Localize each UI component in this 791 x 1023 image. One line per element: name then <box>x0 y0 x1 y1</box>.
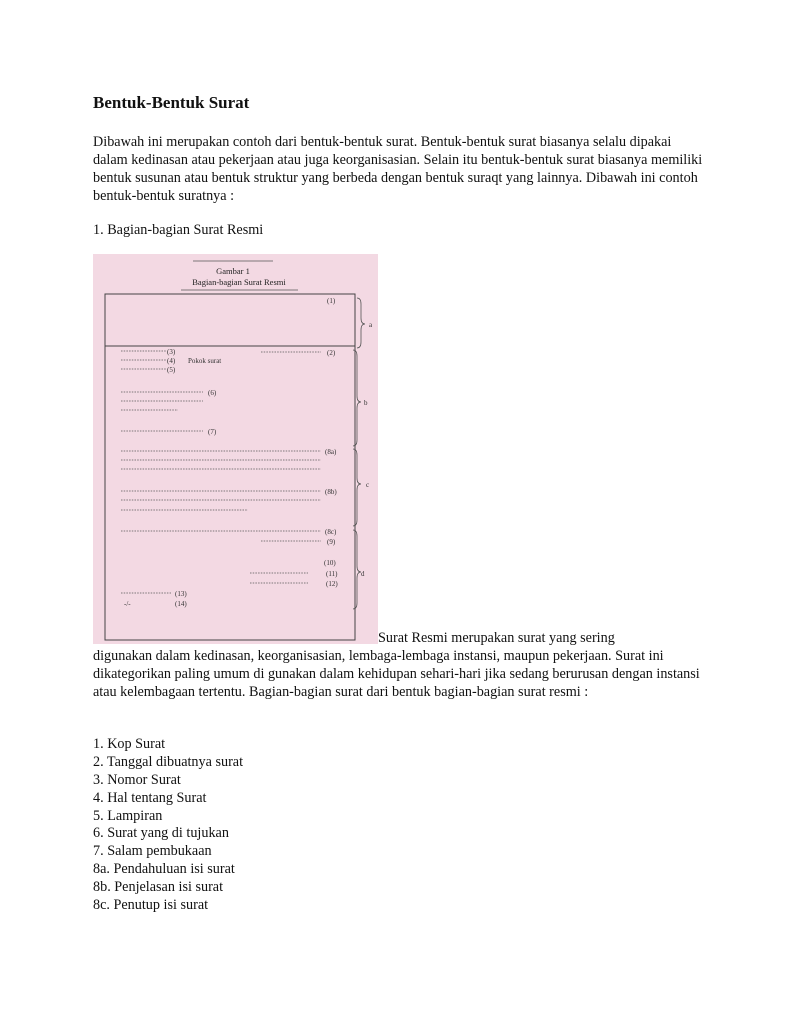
bracket-c: c <box>366 481 370 489</box>
list-item: 8a. Pendahuluan isi surat <box>93 861 235 878</box>
label-5: (5) <box>167 366 176 374</box>
label-3: (3) <box>167 348 176 356</box>
bracket-a: a <box>369 321 373 329</box>
figure-caption-subtitle: Bagian-bagian Surat Resmi <box>192 277 286 287</box>
section-heading: 1. Bagian-bagian Surat Resmi <box>93 222 264 238</box>
label-4: (4) <box>167 357 176 365</box>
list-item: 4. Hal tentang Surat <box>93 789 207 806</box>
list-item: 7. Salam pembukaan <box>93 843 212 860</box>
label-8a: (8a) <box>325 448 337 456</box>
label-14: (14) <box>175 600 187 608</box>
bracket-b: b <box>364 399 368 407</box>
figure-caption-title: Gambar 1 <box>216 266 250 276</box>
bracket-d: d <box>361 570 365 578</box>
label-6: (6) <box>208 389 217 397</box>
list-item: 3. Nomor Surat <box>93 771 181 788</box>
label-11: (11) <box>326 570 338 578</box>
parts-list <box>93 736 243 915</box>
letter-structure-figure <box>93 254 378 644</box>
letter-structure-diagram <box>93 254 378 644</box>
label-13: (13) <box>175 590 187 598</box>
signature-mark: -/- <box>124 600 131 608</box>
list-item: 6. Surat yang di tujukan <box>93 825 229 842</box>
label-12: (12) <box>326 580 338 588</box>
page-title: Bentuk-Bentuk Surat <box>93 93 250 112</box>
label-10: (10) <box>324 559 336 567</box>
intro-paragraph: Dibawah ini merupakan contoh dari bentuk-bentuk surat. Bentuk-bentuk surat biasanya selalu dipakai dalam kedinasan atau pekerjaan atau juga keorganisasian. Selain itu bentuk-bentuk surat biasanya memiliki bentuk susunan atau bentuk struktur yang berbeda dengan bentuk suraqt yang lainnya. Dibawah ini contoh bentuk-bentuk suratnya : <box>93 134 703 204</box>
description-paragraph: digunakan dalam kedinasan, keorganisasian, lembaga-lembaga instansi, maupun pekerjaan. Surat ini dikategorikan paling umum di gunakan dalam kehidupan sehari-hari jika sedang berurusan dengan instansi atau kelembagaan tertentu. Bagian-bagian surat dari bentuk bagian-bagian surat resmi : <box>93 648 700 700</box>
list-item: 5. Lampiran <box>93 807 163 824</box>
figure-side-text: Surat Resmi merupakan surat yang sering <box>378 630 615 646</box>
list-item: 8c. Penutup isi surat <box>93 897 209 914</box>
label-9: (9) <box>327 538 336 546</box>
label-8b: (8b) <box>325 488 337 496</box>
label-2: (2) <box>327 349 336 357</box>
pokok-surat-label: Pokok surat <box>188 357 222 365</box>
list-item: 2. Tanggal dibuatnya surat <box>93 753 244 770</box>
label-1: (1) <box>327 297 336 305</box>
label-8c: (8c) <box>325 528 337 536</box>
label-7: (7) <box>208 428 217 436</box>
list-item: 8b. Penjelasan isi surat <box>93 879 224 896</box>
list-item: 1. Kop Surat <box>93 736 166 752</box>
